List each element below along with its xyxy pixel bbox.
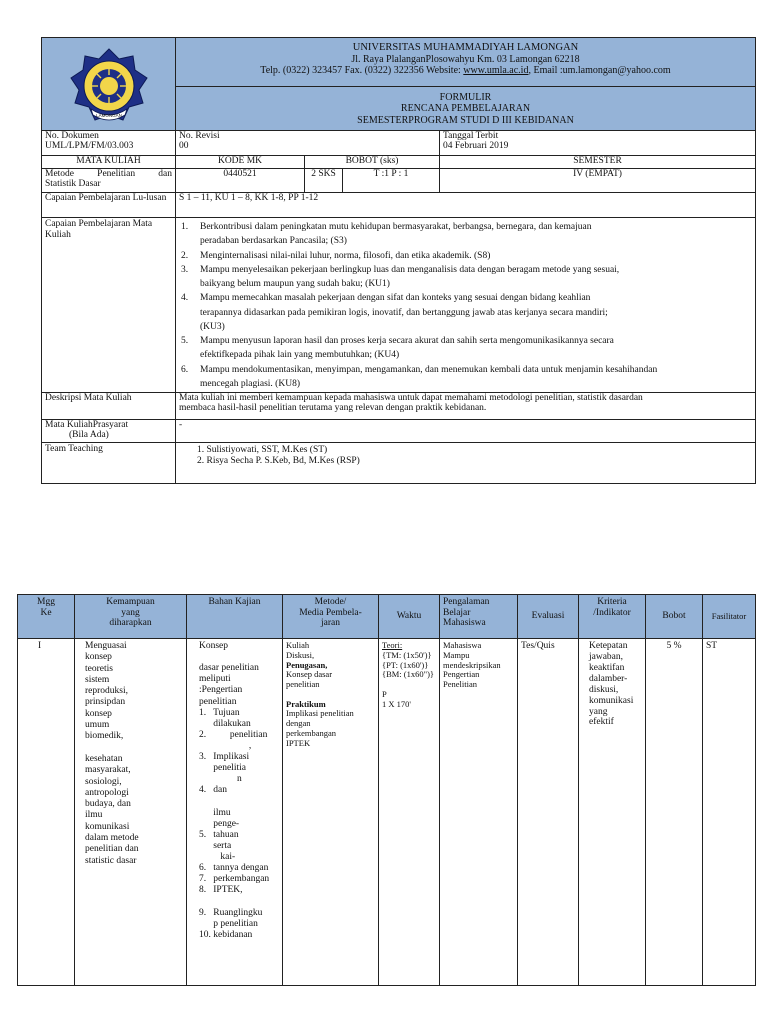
bahan-kajian-line: 8. IPTEK, [199, 885, 243, 896]
kemampuan-line [85, 743, 183, 754]
bahan-kajian-line: , [199, 740, 252, 751]
cpmk-item: 6. Mampu mendokumentasikan, menyimpan, mengamankan, dan menemukan kembali data untuk menjamin kesahihandan mencegah plagiasi. (KU8) [181, 364, 658, 389]
website-link[interactable]: www.umla.ac.id [463, 64, 529, 76]
weekly-plan-table [17, 594, 756, 986]
kriteria-line: yang [589, 706, 608, 717]
cpmk-item: 4. Mampu memecahkan masalah pekerjaan dengan sifat dan konteks yang sesuai dengan bidang keahlian terapannya didasarkan pada pemikiran logis, inovatif, dan bertanggung jawab atas kerjanya secara mandiri; (KU3) [181, 293, 608, 332]
team-member: 2. Risya Secha P. S.Keb, Bd, M.Kes (RSP) [197, 456, 360, 467]
kriteria-line: jawaban, [589, 651, 624, 662]
cpmk-item: 3. Mampu menyelesaikan pekerjaan berlingkup luas dan menganalisis data dengan beragam metode yang sesuai, baikyang belum maupun yang sudah baku; (KU1) [181, 264, 620, 290]
kemampuan-line: antropologi [85, 787, 129, 798]
kemampuan-line: dalam metode [85, 833, 139, 844]
document-title: RENCANA PEMBELAJARAN [400, 103, 531, 115]
pengalaman-cell [440, 639, 518, 986]
header-mgg: Mgg Ke [18, 595, 75, 639]
logo-text: LAMONGAN [95, 113, 122, 119]
university-name: UNIVERSITAS MUHAMMADIYAH LAMONGAN [352, 42, 579, 53]
no-dokumen-value: UML/LPM/FM/03.003 [45, 141, 134, 152]
kode-mk-value: 0440521 [176, 169, 305, 193]
pengalaman-line: mendeskripsikan [443, 659, 501, 670]
bahan-kajian-line: 2. penelitian [199, 729, 268, 740]
team-cell [176, 443, 756, 484]
metode-cell: Kuliah Diskusi, Penugasan, Konsep dasar penelitian Praktikum Implikasi penelitian dengan perkembangan IPTEK [283, 639, 379, 986]
bahan-kajian-cell [187, 639, 283, 986]
contact-prefix: Telp. (0322) 323457 Fax. (0322) 322356 Website: [260, 64, 464, 76]
kriteria-line: keaktifan [589, 662, 625, 673]
kemampuan-line: konsep [85, 708, 112, 719]
logo-cell [42, 38, 176, 131]
deskripsi-label: Deskripsi Mata Kuliah [42, 393, 176, 420]
kemampuan-line: komunikasi [85, 821, 130, 832]
kemampuan-line: kesehatan [85, 753, 123, 764]
cpmk-item: 2. Menginternalisasi nilai-nilai luhur, norma, filosofi, dan etika akademik. (S8) [181, 250, 491, 261]
bahan-kajian-line: 5. tahuan [199, 829, 239, 840]
header-evaluasi: Evaluasi [518, 595, 579, 639]
kemampuan-line: konsep [85, 652, 112, 663]
bahan-kajian-line: 1. Tujuan [199, 707, 240, 718]
bahan-kajian-line: dasar penelitian [199, 663, 259, 674]
bahan-kajian-line: serta [199, 840, 232, 851]
bahan-kajian-line: p penelitian [199, 918, 258, 929]
kriteria-line: dalamber- [589, 673, 628, 684]
course-name-cell [42, 169, 176, 193]
course-name-line1: Metode Penelitian dan [45, 169, 172, 180]
kemampuan-line: sosiologi, [85, 776, 122, 787]
bahan-kajian-line: penge- [199, 818, 240, 829]
kemampuan-line: Menguasai [85, 641, 127, 651]
waktu-cell: Teori: {TM: (1x50')} {PT: (1x60')} {BM: (1x60")} P 1 X 170' [379, 639, 440, 986]
kemampuan-line: prinsipdan [85, 697, 126, 708]
kemampuan-line: statistic dasar [85, 855, 137, 866]
prasyarat-value: - [176, 420, 756, 443]
header-metode: Metode/ Media Pembela- jaran [283, 595, 379, 639]
kriteria-line: efektif [589, 717, 614, 728]
pengalaman-line: Mampu [443, 649, 470, 660]
header-fasilitator: Fasilitator [703, 595, 756, 639]
evaluasi-value: Tes/Quis [518, 639, 579, 986]
bahan-kajian-line [199, 652, 279, 663]
fasilitator-value: ST [703, 639, 756, 986]
contact-suffix: , Email :um.lamongan@yahoo.com [528, 64, 671, 76]
kriteria-line: diskusi, [589, 684, 619, 695]
kemampuan-line: sistem [85, 674, 110, 685]
kriteria-cell [579, 639, 646, 986]
bahan-kajian-line: 4. dan [199, 785, 227, 796]
bahan-kajian-line: Konsep [199, 641, 229, 651]
kemampuan-line: teoretis [85, 663, 113, 674]
bahan-kajian-line [199, 897, 279, 908]
bahan-kajian-line: penelitian [199, 696, 237, 707]
kriteria-line: komunikasi [589, 695, 634, 706]
header-waktu: Waktu [379, 595, 440, 639]
university-address: Jl. Raya PlalanganPlosowahyu Km. 03 Lamongan 62218 [351, 53, 580, 65]
kemampuan-line: biomedik, [85, 731, 124, 742]
bahan-kajian-line: :Pengertian [199, 685, 243, 696]
bahan-kajian-line: dilakukan [199, 718, 251, 729]
semester-value: IV (EMPAT) [440, 169, 756, 193]
bahan-kajian-line: 10. kebidanan [199, 929, 253, 940]
deskripsi-value: Mata kuliah ini memberi kemampuan kepada mahasiswa untuk dapat memahami metodologi penelitian, statistik dasardan membaca hasil-hasil penelitian terutama yang relevan dengan praktik kebidanan. [176, 393, 756, 420]
mata-kuliah-header: MATA KULIAH [42, 156, 176, 169]
university-contact [179, 65, 752, 76]
mgg-value: I [18, 639, 75, 986]
team-list [179, 444, 752, 467]
kemampuan-line: masyarakat, [85, 765, 131, 776]
header-kemampuan: Kemampuan yang diharapkan [75, 595, 187, 639]
cpmk-item: 5. Mampu menyusun laporan hasil dan proses kerja secara akurat dan sahih serta mengomunikasikannya secara efektifkepada pihak lain yang membutuhkan; (KU4) [181, 336, 614, 361]
team-label: Team Teaching [42, 443, 176, 484]
kemampuan-line: ilmu [85, 810, 103, 821]
cpmk-item: 1. Berkontribusi dalam peningkatan mutu kehidupan bermasyarakat, berbangsa, bernegara, dan kemajuan peradaban berdasarkan Pancasila; (S3) [181, 222, 592, 247]
cpmk-list [179, 220, 752, 391]
header-pengalaman: Pengalaman Belajar Mahasiswa [440, 595, 518, 639]
bahan-kajian-line: 6. tannya dengan [199, 863, 269, 874]
tanggal-cell [440, 131, 756, 156]
table-row [18, 639, 756, 986]
header-kriteria: Kriteria /Indikator [579, 595, 646, 639]
bahan-kajian-line: ilmu [199, 807, 231, 818]
bahan-kajian-line [199, 797, 279, 808]
prasyarat-label: Mata KuliahPrasyarat (Bila Ada) [42, 420, 176, 443]
bahan-kajian-line: n [199, 774, 242, 785]
sks-value: 2 SKS [305, 169, 343, 193]
team-member: 1. Sulistiyowati, SST, M.Kes (ST) [197, 445, 328, 456]
kriteria-line: Ketepatan [589, 641, 628, 651]
form-header [176, 87, 756, 131]
bobot-header: BOBOT (sks) [305, 156, 440, 169]
kemampuan-line: penelitian dan [85, 844, 139, 855]
bobot-value: 5 % [646, 639, 703, 986]
kode-mk-header: KODE MK [176, 156, 305, 169]
course-name-line2: Statistik Dasar [45, 179, 101, 190]
header-bobot: Bobot [646, 595, 703, 639]
bahan-kajian-line: kai- [199, 852, 236, 863]
kemampuan-line: budaya, dan [85, 799, 131, 810]
university-header [176, 38, 756, 87]
tanggal-label: Tanggal Terbit [443, 131, 499, 142]
cpmk-label: Capaian Pembelajaran Mata Kuliah [42, 218, 176, 393]
kemampuan-cell [75, 639, 187, 986]
no-revisi-cell [176, 131, 440, 156]
cpl-value: S 1 – 11, KU 1 – 8, KK 1-8, PP 1-12 [176, 193, 756, 218]
program-title: SEMESTERPROGRAM STUDI D III KEBIDANAN [357, 114, 574, 126]
cpmk-list-cell [176, 218, 756, 393]
no-dokumen-label: No. Dokumen [45, 131, 99, 142]
bahan-kajian-line: penelitia [199, 763, 246, 774]
tp-value: T :1 P : 1 [343, 169, 440, 193]
university-logo-icon [67, 47, 151, 127]
pengalaman-line: Mahasiswa [443, 640, 482, 650]
kemampuan-line: umum [85, 720, 110, 731]
rps-form-table [41, 37, 756, 484]
cpl-label: Capaian Pembelajaran Lu-lusan [42, 193, 176, 218]
kemampuan-line: reproduksi, [85, 686, 129, 697]
header-bahan-kajian: Bahan Kajian [187, 595, 283, 639]
no-dokumen-cell [42, 131, 176, 156]
bahan-kajian-line: 3. Implikasi [199, 752, 250, 763]
no-revisi-value: 00 [179, 141, 189, 152]
tanggal-value: 04 Februari 2019 [443, 141, 509, 152]
pengalaman-line: Pengertian [443, 669, 480, 680]
pengalaman-line: Penelitian [443, 679, 477, 690]
semester-header: SEMESTER [440, 156, 756, 169]
no-revisi-label: No. Revisi [179, 131, 220, 142]
bahan-kajian-line: 7. perkembangan [199, 874, 270, 885]
form-title: FORMULIR [439, 92, 492, 104]
bahan-kajian-line: meliputi [199, 674, 231, 685]
bahan-kajian-line: 9. Ruanglingku [199, 907, 263, 918]
